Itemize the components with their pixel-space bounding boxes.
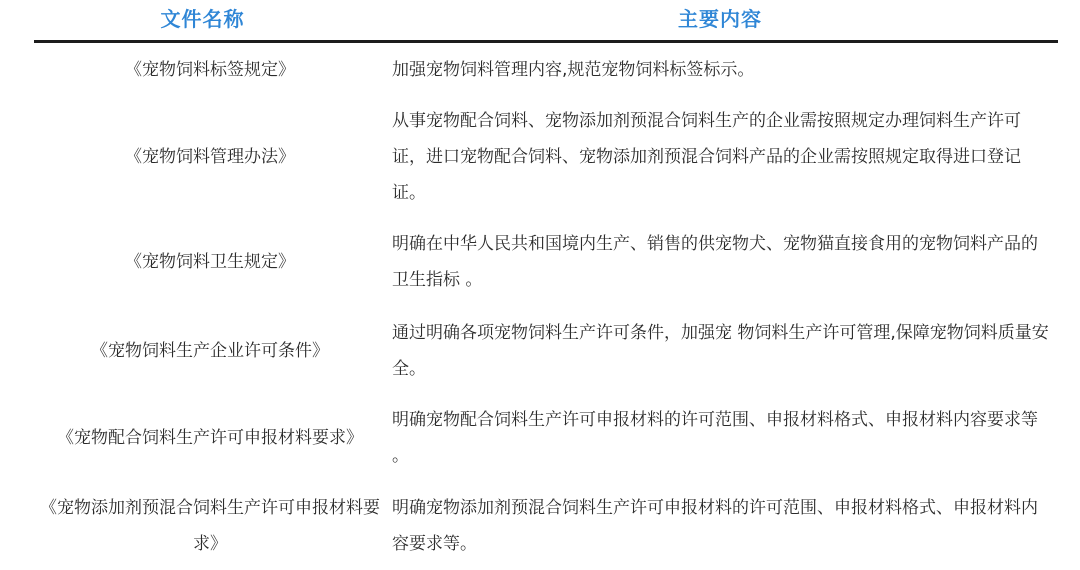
document-name-cell xyxy=(40,98,380,216)
document-name: 《宠物饲料管理办法》 xyxy=(125,147,295,167)
table-row xyxy=(0,398,1080,478)
table-row xyxy=(0,98,1080,216)
main-content-text: 明确在中华人民共和国境内生产、销售的供宠物犬、宠物猫直接食用的宠物饲料产品的卫生指标 。 xyxy=(392,234,1038,290)
main-content-cell xyxy=(392,98,1054,216)
document-name: 《宠物饲料生产企业许可条件》 xyxy=(91,341,329,361)
table-header xyxy=(0,0,1080,40)
header-divider xyxy=(34,40,1058,43)
main-content-cell xyxy=(392,222,1054,302)
main-content-cell xyxy=(392,50,1054,90)
table-row xyxy=(0,312,1080,390)
main-content-cell xyxy=(392,312,1054,390)
main-content-text: 明确宠物添加剂预混合饲料生产许可申报材料的许可范围、申报材料格式、申报材料内容要求等。 xyxy=(392,498,1038,554)
document-name-cell xyxy=(40,50,380,90)
document-name-cell xyxy=(40,486,380,566)
table-row xyxy=(0,222,1080,302)
column-header-main-content: 主要内容 xyxy=(678,7,762,31)
main-content-cell xyxy=(392,398,1054,478)
document-name: 《宠物配合饲料生产许可申报材料要求》 xyxy=(57,428,363,448)
document-name-cell xyxy=(40,222,380,302)
main-content-text: 加强宠物饲料管理内容,规范宠物饲料标签标示。 xyxy=(392,60,755,80)
document-name: 《宠物饲料标签规定》 xyxy=(125,60,295,80)
main-content-cell xyxy=(392,486,1054,566)
main-content-text: 明确宠物配合饲料生产许可申报材料的许可范围、申报材料格式、申报材料内容要求等 。 xyxy=(392,410,1038,466)
column-header-document-name: 文件名称 xyxy=(160,7,245,31)
table-row xyxy=(0,50,1080,90)
main-content-text: 从事宠物配合饲料、宠物添加剂预混合饲料生产的企业需按照规定办理饲料生产许可证，进口宠物配合饲料、宠物添加剂预混合饲料产品的企业需按照规定取得进口登记证。 xyxy=(392,111,1021,203)
table-row xyxy=(0,486,1080,566)
document-name: 《宠物添加剂预混合饲料生产许可申报材料要求》 xyxy=(40,498,380,554)
document-name: 《宠物饲料卫生规定》 xyxy=(125,252,295,272)
main-content-text: 通过明确各项宠物饲料生产许可条件，加强宠 物饲料生产许可管理,保障宠物饲料质量安全。 xyxy=(392,323,1049,379)
document-name-cell xyxy=(40,312,380,390)
document-name-cell xyxy=(40,398,380,478)
